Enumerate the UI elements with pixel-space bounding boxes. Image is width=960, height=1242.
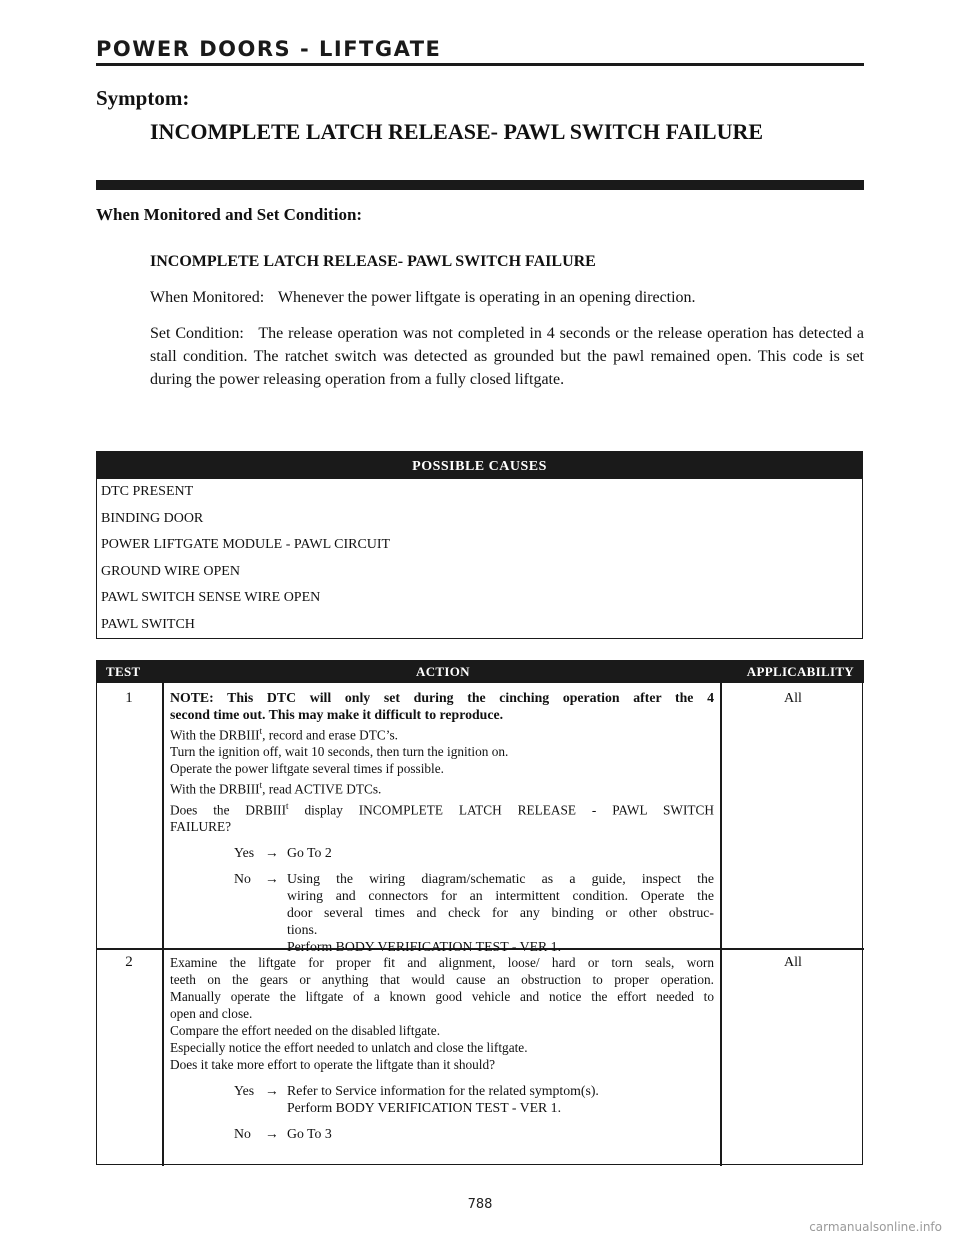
action-text: , record and erase DTC’s. xyxy=(262,727,398,743)
action-line xyxy=(170,798,714,818)
test-action xyxy=(170,689,714,955)
set-condition-label: Set Condition: xyxy=(150,325,244,342)
action-line xyxy=(170,777,714,797)
possible-causes-box xyxy=(96,451,863,639)
possible-causes-header: POSSIBLE CAUSES xyxy=(97,452,862,479)
action-line: Operate the power liftgate several times if possible. xyxy=(170,761,444,777)
registered-mark: t xyxy=(259,726,263,736)
no-line: Using the wiring diagram/schematic as a guide, inspect the xyxy=(287,871,714,887)
set-condition xyxy=(150,322,864,391)
applicability-value: All xyxy=(784,691,802,706)
arrow-icon: → xyxy=(265,1083,279,1098)
monitored-body xyxy=(150,250,864,404)
no-line: Perform BODY VERIFICATION TEST - VER 1. xyxy=(287,939,562,955)
when-monitored-text: Whenever the power liftgate is operating in an opening direction. xyxy=(277,289,696,306)
page-header-title: POWER DOORS - LIFTGATE xyxy=(96,37,442,61)
monitored-heading: When Monitored and Set Condition: xyxy=(96,205,363,224)
column-divider-right xyxy=(720,683,722,1166)
action-line: Compare the effort needed on the disabled liftgate. xyxy=(170,1023,441,1038)
action-text: With the DRBIII xyxy=(170,727,260,743)
watermark: carmanualsonline.info xyxy=(809,1220,942,1234)
action-text: Does the DRBIII xyxy=(170,802,287,818)
possible-causes-list xyxy=(97,479,862,639)
no-line: door several times and check for any binding or other obstruc- xyxy=(287,905,714,921)
test-number: 2 xyxy=(125,954,133,970)
action-line: FAILURE? xyxy=(170,819,232,835)
yes-label: Yes xyxy=(234,845,255,861)
when-monitored-label: When Monitored: xyxy=(150,289,265,306)
column-divider-left xyxy=(162,683,164,1166)
section-divider xyxy=(96,180,864,190)
action-line: Especially notice the effort needed to unlatch and close the liftgate. xyxy=(170,1040,528,1055)
header-rule xyxy=(96,63,864,66)
yes-text: Go To 2 xyxy=(287,845,332,861)
registered-mark: t xyxy=(286,800,289,811)
cause-item: BINDING DOOR xyxy=(101,510,204,526)
note-line: second time out. This may make it difficult to reproduce. xyxy=(170,707,504,722)
header-applicability: APPLICABILITY xyxy=(746,664,854,679)
yes-branch xyxy=(234,844,714,861)
yes-line: Refer to Service information for the related symptom(s). xyxy=(287,1083,599,1098)
note-line: NOTE: This DTC will only set during the cinching operation after the 4 xyxy=(170,690,714,705)
action-line: teeth on the gears or anything that would cause an obstruction to proper operation. xyxy=(170,972,714,987)
dtc-code-title: INCOMPLETE LATCH RELEASE- PAWL SWITCH FAILURE xyxy=(150,253,596,270)
symptom-title: INCOMPLETE LATCH RELEASE- PAWL SWITCH FAILURE xyxy=(150,119,764,144)
action-line: Manually operate the liftgate of a known good vehicle and notice the effort needed to xyxy=(170,989,714,1004)
symptom-label: Symptom: xyxy=(96,86,190,110)
no-branch xyxy=(234,870,714,955)
arrow-icon: → xyxy=(265,845,279,861)
set-condition-text: The release operation was not completed in 4 seconds or the release operation has detected a stall condition. The ratchet switch was detected as grounded but the pawl remained open. This code is set during the power releasing operation from a fully closed liftgate. xyxy=(150,325,864,388)
cause-item: PAWL SWITCH xyxy=(101,616,195,632)
action-text: , read ACTIVE DTCs. xyxy=(262,781,382,797)
test-number: 1 xyxy=(125,690,133,706)
action-line xyxy=(170,723,714,743)
action-line: Does it take more effort to operate the liftgate than it should? xyxy=(170,1057,496,1072)
action-text: display INCOMPLETE LATCH RELEASE - PAWL SWITCH xyxy=(288,802,714,818)
registered-mark: t xyxy=(259,780,263,791)
action-line: Turn the ignition off, wait 10 seconds, then turn the ignition on. xyxy=(170,744,509,760)
cause-item: DTC PRESENT xyxy=(101,484,194,499)
header-test: TEST xyxy=(106,664,141,679)
action-line: open and close. xyxy=(170,1006,253,1021)
cause-item: PAWL SWITCH SENSE WIRE OPEN xyxy=(101,590,321,606)
arrow-icon: → xyxy=(265,1126,279,1141)
test-table xyxy=(96,660,864,1166)
arrow-icon: → xyxy=(265,871,279,887)
cause-item: GROUND WIRE OPEN xyxy=(101,563,240,579)
header-action: ACTION xyxy=(416,664,470,679)
no-label: No xyxy=(234,871,251,887)
no-branch xyxy=(234,1125,714,1142)
page-number: 788 xyxy=(467,1197,493,1212)
cause-item: POWER LIFTGATE MODULE - PAWL CIRCUIT xyxy=(101,537,391,553)
test-action xyxy=(170,954,714,1142)
applicability-value: All xyxy=(784,955,802,970)
yes-label: Yes xyxy=(234,1083,255,1098)
when-monitored xyxy=(150,286,864,309)
yes-text xyxy=(287,1082,714,1116)
no-text: Go To 3 xyxy=(287,1126,332,1141)
no-label: No xyxy=(234,1126,251,1141)
no-line: wiring and connectors for an intermittent condition. Operate the xyxy=(287,888,714,904)
action-text: With the DRBIII xyxy=(170,781,260,797)
action-line: Examine the liftgate for proper fit and alignment, loose/ hard or torn seals, worn xyxy=(170,955,714,970)
test-table-header xyxy=(96,660,864,683)
yes-branch xyxy=(234,1082,714,1116)
no-text xyxy=(287,870,714,955)
no-line: tions. xyxy=(287,922,318,938)
yes-line: Perform BODY VERIFICATION TEST - VER 1. xyxy=(287,1100,562,1115)
